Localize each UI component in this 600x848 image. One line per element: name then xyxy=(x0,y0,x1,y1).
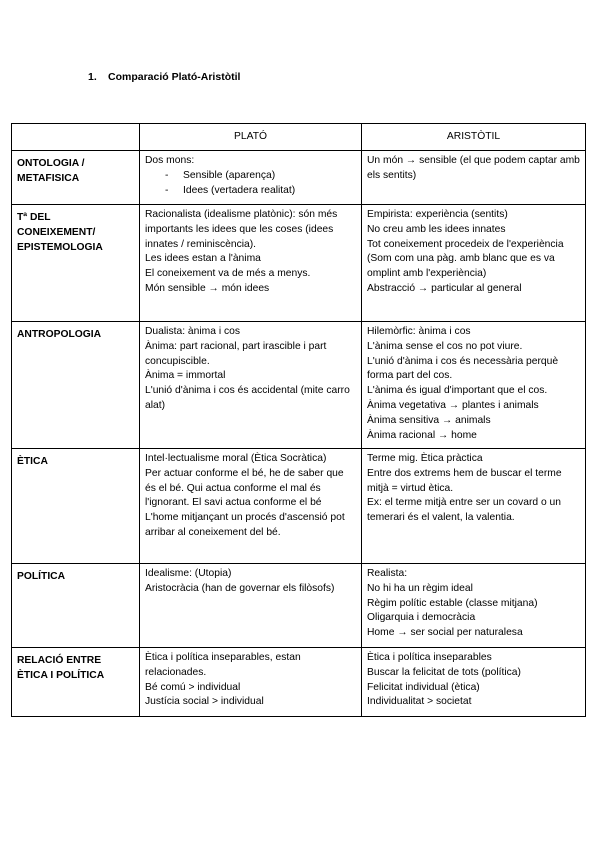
aristotil-line: Realista: xyxy=(367,568,408,579)
aristotil-line: Ex: el terme mitjà entre ser un covard o un temerari és el valent, la valentia. xyxy=(367,497,562,524)
aristotil-cell xyxy=(362,322,586,449)
plato-bullet: - Sensible (aparença) xyxy=(165,169,276,181)
plato-cell xyxy=(140,648,362,717)
header-aristotil: ARISTÒTIL xyxy=(362,124,586,151)
plato-line: Racionalista (idealisme platònic): són més importants les idees que les coses (idees innates / reminiscència). xyxy=(145,209,338,250)
aristotil-line: Hilemòrfic: ànima i cos xyxy=(367,326,471,337)
plato-line: Dualista: ànima i cos xyxy=(145,326,240,337)
plato-line: Món sensible → món idees xyxy=(145,282,270,294)
plato-cell xyxy=(140,151,362,205)
table-row xyxy=(12,564,586,648)
aristotil-line: Tot coneixement procedeix de l'experiència xyxy=(367,238,564,250)
table-row xyxy=(12,151,586,205)
plato-line: Dos mons: xyxy=(145,155,195,166)
title-text: Comparació Plató-Aristòtil xyxy=(108,71,241,83)
topic-cell xyxy=(12,648,140,717)
plato-line: Ànima = immortal xyxy=(145,370,226,382)
aristotil-line: L'unió d'ànima i cos és necessària perquè forma part del cos. xyxy=(367,355,559,382)
plato-line: Bé comú > individual xyxy=(145,681,241,693)
plato-line: Aristocràcia (han de governar els filòsofs) xyxy=(145,582,335,594)
aristotil-line: Ànima racional → home xyxy=(367,429,477,441)
aristotil-line: Home → ser social per naturalesa xyxy=(367,627,523,639)
plato-line: Idealisme: (Utopia) xyxy=(145,568,232,579)
plato-line: Justícia social > individual xyxy=(145,696,264,708)
topic-line: ONTOLOGIA / xyxy=(17,158,85,169)
table-row xyxy=(12,449,586,564)
comparison-table xyxy=(11,123,586,717)
plato-cell xyxy=(140,564,362,648)
topic-line: ÈTICA xyxy=(17,456,48,467)
aristotil-line: No hi ha un règim ideal xyxy=(367,582,473,594)
aristotil-cell xyxy=(362,648,586,717)
aristotil-cell xyxy=(362,564,586,648)
aristotil-line: Oligarquia i democràcia xyxy=(367,612,476,624)
plato-line: Per actuar conforme el bé, he de saber que és el bé. Qui actua conforme el mal és l'ignorant. El savi actua conforme el bé xyxy=(145,467,344,509)
aristotil-line: No creu amb les idees innates xyxy=(367,223,506,235)
aristotil-line: Ètica i política inseparables xyxy=(367,652,492,663)
aristotil-cell xyxy=(362,205,586,322)
plato-line: Intel·lectualisme moral (Ètica Socràtica) xyxy=(145,453,327,464)
plato-line: El coneixement va de més a menys. xyxy=(145,268,311,280)
plato-cell xyxy=(140,449,362,564)
aristotil-line: Buscar la felicitat de tots (política) xyxy=(367,666,521,678)
aristotil-line: Terme mig. Ètica pràctica xyxy=(367,453,483,464)
plato-cell xyxy=(140,322,362,449)
plato-line: Ètica i política inseparables, estan relacionades. xyxy=(145,652,301,678)
aristotil-line: Ànima vegetativa → plantes i animals xyxy=(367,399,539,411)
title-number: 1. xyxy=(88,71,97,83)
topic-cell xyxy=(12,322,140,449)
aristotil-line: Règim polític estable (classe mitjana) xyxy=(367,597,538,609)
topic-line: RELACIÓ ENTRE xyxy=(17,655,102,666)
table-row xyxy=(12,648,586,717)
bullet-text: Idees (vertadera realitat) xyxy=(183,184,296,196)
document-title xyxy=(88,71,240,83)
aristotil-line: L'ànima sense el cos no pot viure. xyxy=(367,340,523,352)
plato-line: L'unió d'ànima i cos és accidental (mite carro alat) xyxy=(145,385,350,411)
topic-cell xyxy=(12,205,140,322)
plato-line: Les idees estan a l'ànima xyxy=(145,253,261,265)
plato-cell xyxy=(140,205,362,322)
header-empty xyxy=(12,124,140,151)
table-row xyxy=(12,322,586,449)
aristotil-line: Abstracció → particular al general xyxy=(367,282,522,294)
aristotil-line: Empirista: experiència (sentits) xyxy=(367,209,508,220)
plato-line: Ànima: part racional, part irascible i part concupiscible. xyxy=(145,340,327,367)
topic-line: CONEIXEMENT/ xyxy=(17,226,96,238)
aristotil-line: (Som com una pàg. amb blanc que es va omplint amb l'experiència) xyxy=(367,253,555,280)
plato-bullet: - Idees (vertadera realitat) xyxy=(165,184,296,196)
aristotil-line: L'ànima és igual d'important que el cos. xyxy=(367,385,548,397)
aristotil-line: Individualitat > societat xyxy=(367,696,472,708)
aristotil-line: Felicitat individual (ètica) xyxy=(367,681,480,693)
bullet-text: Sensible (aparença) xyxy=(183,169,276,181)
topic-line: METAFISICA xyxy=(17,172,80,184)
topic-line: ÈTICA I POLÍTICA xyxy=(17,669,105,681)
topic-line: POLÍTICA xyxy=(17,571,66,582)
topic-cell xyxy=(12,151,140,205)
aristotil-line: Ànima sensitiva → animals xyxy=(367,414,491,426)
plato-line: L'home mitjançant un procés d'ascensió pot arribar al coneixement del bé. xyxy=(145,512,345,538)
aristotil-cell xyxy=(362,449,586,564)
header-plato: PLATÓ xyxy=(140,124,362,151)
topic-line: Tª DEL xyxy=(17,212,51,223)
topic-cell xyxy=(12,449,140,564)
topic-line: EPISTEMOLOGIA xyxy=(17,241,103,253)
aristotil-cell xyxy=(362,151,586,205)
topic-line: ANTROPOLOGIA xyxy=(17,329,102,340)
header-row xyxy=(12,124,586,151)
aristotil-line: Un món → sensible (el que podem captar amb els sentits) xyxy=(367,155,580,181)
table-row xyxy=(12,205,586,322)
aristotil-line: Entre dos extrems hem de buscar el terme mitjà = virtud ètica. xyxy=(367,467,562,494)
topic-cell xyxy=(12,564,140,648)
